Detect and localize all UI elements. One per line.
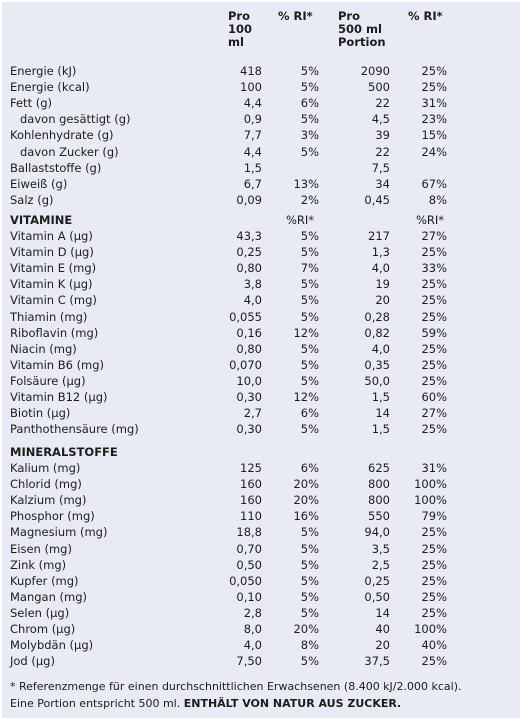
- ri-per-100ml: 5%: [300, 373, 319, 388]
- ri-per-portion: 60%: [421, 390, 447, 404]
- value-per-portion: 40: [375, 622, 390, 636]
- row-label: Chrom (µg): [10, 622, 76, 636]
- ri-per-portion: 25%: [421, 64, 447, 78]
- value-per-portion: 2,5: [371, 557, 390, 572]
- value-per-portion: 0,50: [364, 589, 390, 604]
- value-per-portion: 4,5: [371, 112, 390, 127]
- footnote-portion: [10, 696, 401, 712]
- value-per-portion: 2090: [360, 64, 390, 78]
- value-per-portion: 500: [368, 80, 390, 95]
- value-per-100ml: 0,25: [236, 245, 262, 260]
- value-per-100ml: 8,0: [243, 622, 262, 636]
- value-per-100ml: 0,30: [236, 422, 262, 437]
- ri-per-100ml: 5%: [300, 422, 319, 437]
- ri-per-portion: 33%: [421, 261, 447, 276]
- ri-per-100ml: 8%: [300, 638, 319, 653]
- ri-per-100ml: 5%: [300, 245, 319, 260]
- value-per-100ml: 2,7: [243, 406, 262, 421]
- table-row: [2, 63, 520, 79]
- row-label: davon gesättigt (g): [20, 112, 131, 127]
- value-per-100ml: 0,50: [236, 557, 262, 572]
- ri-per-portion: 100%: [414, 493, 447, 508]
- value-per-100ml: 0,10: [236, 589, 262, 604]
- value-per-portion: 37,5: [364, 654, 390, 669]
- row-label: Eiweiß (g): [10, 176, 68, 191]
- value-per-portion: 20: [375, 638, 390, 653]
- ri-per-100ml: 6%: [300, 406, 319, 421]
- value-per-portion: 217: [368, 229, 390, 243]
- value-per-portion: 14: [375, 605, 390, 620]
- value-per-100ml: 1,5: [243, 160, 262, 175]
- value-per-100ml: 0,050: [229, 573, 262, 588]
- ri-per-portion: 31%: [421, 96, 447, 111]
- ri-per-100ml: 20%: [293, 622, 319, 636]
- table-row: [2, 524, 520, 540]
- table-row: [2, 373, 520, 389]
- ri-per-portion: 15%: [421, 128, 447, 143]
- ri-per-portion: 25%: [421, 573, 447, 588]
- header-per-100ml-line1: Pro: [228, 9, 251, 23]
- value-per-portion: 800: [368, 477, 390, 492]
- ri-per-portion: 25%: [421, 605, 447, 620]
- ri-per-portion: 25%: [421, 341, 447, 356]
- row-label: Salz (g): [10, 192, 54, 207]
- ri-per-100ml: 5%: [300, 589, 319, 604]
- value-per-portion: 0,35: [364, 357, 390, 372]
- ri-per-100ml: 5%: [300, 309, 319, 324]
- header-per-portion-line1: Pro: [338, 9, 361, 23]
- row-label: Vitamin D (µg): [10, 245, 94, 260]
- value-per-portion: 20: [375, 293, 390, 308]
- table-row: [2, 421, 520, 437]
- ri-per-portion: 25%: [421, 589, 447, 604]
- table-row: [2, 160, 520, 176]
- ri-per-100ml: 5%: [300, 80, 319, 95]
- ri-per-portion: 100%: [414, 477, 447, 492]
- table-row: [2, 573, 520, 589]
- table-row: [2, 621, 520, 637]
- row-label: Mangan (mg): [10, 589, 88, 604]
- ri-per-portion: 25%: [421, 309, 447, 324]
- value-per-100ml: 160: [240, 477, 262, 492]
- value-per-100ml: 0,80: [236, 341, 262, 356]
- table-row: [2, 176, 520, 192]
- ri-per-100ml: 13%: [293, 176, 319, 191]
- ri-per-portion: 25%: [421, 373, 447, 388]
- row-label: Kupfer (mg): [10, 573, 79, 588]
- value-per-portion: 1,5: [371, 390, 390, 404]
- value-per-portion: 550: [368, 509, 390, 524]
- value-per-portion: 800: [368, 493, 390, 508]
- row-label: Kohlenhydrate (g): [10, 128, 114, 143]
- ri-per-100ml: 5%: [300, 144, 319, 159]
- vitamins-ri-header-1: %RI*: [286, 213, 315, 227]
- value-per-100ml: 4,4: [243, 96, 262, 111]
- row-label: Riboflavin (mg): [10, 325, 99, 340]
- value-per-portion: 3,5: [371, 541, 390, 556]
- value-per-100ml: 4,4: [243, 144, 262, 159]
- ri-per-portion: 40%: [421, 638, 447, 653]
- row-label: Chlorid (mg): [10, 477, 82, 492]
- table-row: [2, 589, 520, 605]
- ri-per-100ml: 12%: [293, 325, 319, 340]
- minerals-section-title: MINERALSTOFFE: [10, 445, 118, 459]
- row-label: Thiamin (mg): [10, 309, 88, 324]
- table-row: [2, 357, 520, 373]
- value-per-portion: 34: [375, 176, 390, 191]
- ri-per-portion: 25%: [421, 541, 447, 556]
- value-per-portion: 4,0: [371, 341, 390, 356]
- row-label: Phosphor (mg): [10, 509, 95, 524]
- ri-per-100ml: 5%: [300, 541, 319, 556]
- value-per-100ml: 125: [240, 461, 262, 475]
- ri-per-100ml: 5%: [300, 293, 319, 308]
- value-per-100ml: 3,8: [243, 277, 262, 292]
- row-label: Energie (kcal): [10, 80, 90, 95]
- value-per-portion: 19: [375, 277, 390, 292]
- value-per-100ml: 0,09: [236, 192, 262, 207]
- footnote-sugar-note: ENTHÄLT VON NATUR AUS ZUCKER.: [183, 697, 402, 710]
- ri-per-100ml: 16%: [293, 509, 319, 524]
- footnote-reference: * Referenzmenge für einen durchschnittlichen Erwachsenen (8.400 kJ/2.000 kcal).: [10, 680, 462, 693]
- header-ri-1: % RI*: [278, 9, 313, 23]
- row-label: Fett (g): [10, 96, 53, 111]
- value-per-portion: 625: [368, 461, 390, 475]
- ri-per-100ml: 5%: [300, 357, 319, 372]
- table-row: [2, 389, 520, 405]
- row-label: Vitamin K (µg): [10, 277, 93, 292]
- ri-per-portion: 25%: [421, 357, 447, 372]
- table-row: [2, 405, 520, 421]
- value-per-portion: 22: [375, 96, 390, 111]
- row-label: Panthothensäure (mg): [10, 422, 139, 437]
- value-per-portion: 0,45: [364, 192, 390, 207]
- value-per-100ml: 43,3: [236, 229, 262, 243]
- ri-per-portion: 31%: [421, 461, 447, 475]
- value-per-100ml: 0,16: [236, 325, 262, 340]
- row-label: Vitamin E (mg): [10, 261, 97, 276]
- ri-per-100ml: 5%: [300, 557, 319, 572]
- ri-per-portion: 8%: [428, 192, 447, 207]
- ri-per-portion: 25%: [421, 245, 447, 260]
- ri-per-100ml: 2%: [300, 192, 319, 207]
- table-row: [2, 605, 520, 621]
- value-per-100ml: 0,70: [236, 541, 262, 556]
- ri-per-100ml: 3%: [300, 128, 319, 143]
- ri-per-100ml: 20%: [293, 477, 319, 492]
- table-row: [2, 111, 520, 127]
- ri-per-portion: 24%: [421, 144, 447, 159]
- value-per-100ml: 7,50: [236, 654, 262, 669]
- table-row: [2, 244, 520, 260]
- ri-per-100ml: 5%: [300, 573, 319, 588]
- row-label: Kalzium (mg): [10, 493, 87, 508]
- ri-per-portion: 27%: [421, 229, 447, 243]
- table-row: [2, 557, 520, 573]
- header-per-portion: [338, 10, 386, 49]
- ri-per-100ml: 5%: [300, 64, 319, 78]
- table-row: [2, 492, 520, 508]
- table-row: [2, 260, 520, 276]
- value-per-portion: 94,0: [364, 525, 390, 540]
- table-row: [2, 637, 520, 653]
- value-per-portion: 0,25: [364, 573, 390, 588]
- header-per-100ml-line2: 100 ml: [228, 22, 253, 49]
- value-per-portion: 0,28: [364, 309, 390, 324]
- ri-per-portion: 25%: [421, 293, 447, 308]
- row-label: Kalium (mg): [10, 461, 81, 475]
- ri-per-portion: 25%: [421, 525, 447, 540]
- row-label: Jod (µg): [10, 654, 55, 669]
- header-per-100ml: [228, 10, 264, 49]
- row-label: Magnesium (mg): [10, 525, 108, 540]
- ri-per-100ml: 12%: [293, 390, 319, 404]
- row-label: Vitamin A (µg): [10, 229, 93, 243]
- ri-per-portion: 25%: [421, 277, 447, 292]
- row-label: Vitamin B6 (mg): [10, 357, 105, 372]
- value-per-portion: 7,5: [371, 160, 390, 175]
- value-per-100ml: 0,30: [236, 390, 262, 404]
- value-per-portion: 14: [375, 406, 390, 421]
- value-per-portion: 0,82: [364, 325, 390, 340]
- ri-per-100ml: 7%: [300, 261, 319, 276]
- value-per-100ml: 0,9: [243, 112, 262, 127]
- value-per-100ml: 4,0: [243, 293, 262, 308]
- value-per-100ml: 0,055: [229, 309, 262, 324]
- row-label: Energie (kJ): [10, 64, 77, 78]
- table-row: [2, 541, 520, 557]
- ri-per-100ml: 6%: [300, 461, 319, 475]
- ri-per-100ml: 20%: [293, 493, 319, 508]
- ri-per-100ml: 5%: [300, 229, 319, 243]
- vitamins-ri-header-2: %RI*: [416, 213, 445, 227]
- value-per-portion: 1,3: [371, 245, 390, 260]
- ri-per-portion: 79%: [421, 509, 447, 524]
- ri-per-portion: 25%: [421, 654, 447, 669]
- ri-per-100ml: 5%: [300, 112, 319, 127]
- ri-per-portion: 25%: [421, 80, 447, 95]
- ri-per-100ml: 6%: [300, 96, 319, 111]
- table-row: [2, 192, 520, 208]
- table-row: [2, 341, 520, 357]
- row-label: Biotin (µg): [10, 406, 71, 421]
- table-row: [2, 228, 520, 244]
- table-row: [2, 653, 520, 669]
- header-per-portion-line2: 500 ml: [338, 22, 382, 36]
- value-per-100ml: 18,8: [236, 525, 262, 540]
- ri-per-100ml: 5%: [300, 654, 319, 669]
- row-label: Niacin (mg): [10, 341, 77, 356]
- row-label: Vitamin B12 (µg): [10, 390, 108, 404]
- row-label: davon Zucker (g): [20, 144, 119, 159]
- table-row: [2, 476, 520, 492]
- value-per-100ml: 0,80: [236, 261, 262, 276]
- value-per-portion: 1,5: [371, 422, 390, 437]
- row-label: Eisen (mg): [10, 541, 72, 556]
- header-ri-2: % RI*: [408, 9, 443, 23]
- ri-per-100ml: 5%: [300, 341, 319, 356]
- value-per-100ml: 100: [240, 80, 262, 95]
- value-per-portion: 4,0: [371, 261, 390, 276]
- footnote-portion-text: Eine Portion entspricht 500 ml.: [10, 697, 184, 710]
- value-per-portion: 50,0: [364, 373, 390, 388]
- table-row: [2, 95, 520, 111]
- row-label: Vitamin C (mg): [10, 293, 97, 308]
- value-per-100ml: 4,0: [243, 638, 262, 653]
- row-label: Folsäure (µg): [10, 373, 86, 388]
- value-per-100ml: 2,8: [243, 605, 262, 620]
- ri-per-portion: 25%: [421, 422, 447, 437]
- ri-per-portion: 67%: [421, 176, 447, 191]
- table-row: [2, 79, 520, 95]
- value-per-100ml: 418: [240, 64, 262, 78]
- row-label: Ballaststoffe (g): [10, 160, 102, 175]
- ri-per-100ml: 5%: [300, 605, 319, 620]
- ri-per-100ml: 5%: [300, 525, 319, 540]
- row-label: Selen (µg): [10, 605, 70, 620]
- table-row: [2, 292, 520, 308]
- table-row: [2, 309, 520, 325]
- ri-per-portion: 27%: [421, 406, 447, 421]
- value-per-100ml: 6,7: [243, 176, 262, 191]
- table-row: [2, 508, 520, 524]
- value-per-100ml: 7,7: [243, 128, 262, 143]
- table-row: [2, 127, 520, 143]
- table-row: [2, 460, 520, 476]
- ri-per-portion: 23%: [421, 112, 447, 127]
- vitamins-section-title: VITAMINE: [10, 213, 73, 227]
- header-per-portion-line3: Portion: [338, 35, 386, 49]
- table-row: [2, 144, 520, 160]
- table-row: [2, 276, 520, 292]
- ri-per-portion: 59%: [421, 325, 447, 340]
- ri-per-100ml: 5%: [300, 277, 319, 292]
- row-label: Molybdän (µg): [10, 638, 94, 653]
- value-per-100ml: 10,0: [236, 373, 262, 388]
- ri-per-portion: 100%: [414, 622, 447, 636]
- value-per-portion: 39: [375, 128, 390, 143]
- table-row: [2, 325, 520, 341]
- value-per-100ml: 110: [240, 509, 262, 524]
- value-per-100ml: 0,070: [229, 357, 262, 372]
- row-label: Zink (mg): [10, 557, 67, 572]
- value-per-100ml: 160: [240, 493, 262, 508]
- ri-per-portion: 25%: [421, 557, 447, 572]
- nutrition-table-panel: [2, 2, 520, 718]
- value-per-portion: 22: [375, 144, 390, 159]
